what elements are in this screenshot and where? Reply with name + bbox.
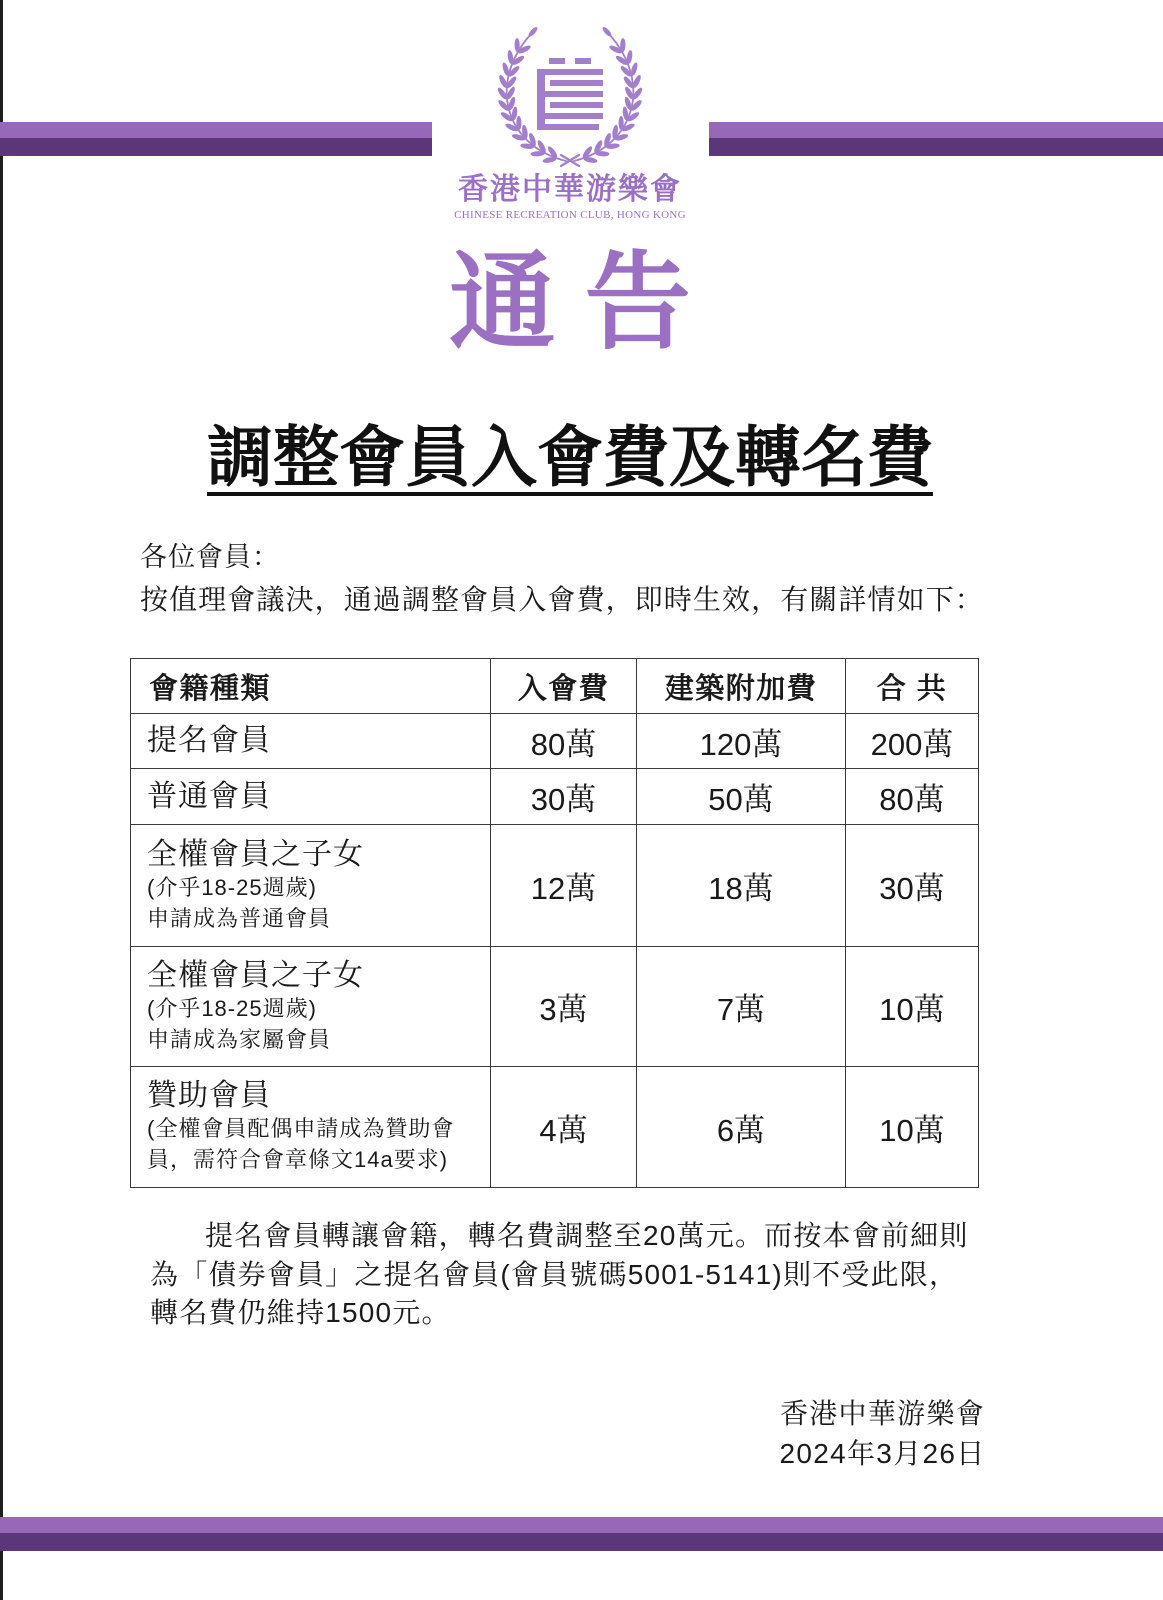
membership-category-note: (介乎18-25週歲) — [147, 995, 317, 1021]
emblem-symbol — [537, 58, 603, 130]
salutation: 各位會員： — [140, 542, 280, 572]
signature-date: 2024年3月26日 — [779, 1438, 986, 1469]
symbol-bar — [543, 124, 599, 130]
band-dark-stripe — [709, 138, 1163, 156]
header-building-surcharge: 建築附加費 — [637, 659, 846, 714]
top-right-band — [709, 122, 1163, 156]
membership-category: 提名會員 — [147, 724, 271, 757]
table-row — [131, 714, 979, 769]
notice-title: 調整會員入會費及轉名費 — [207, 420, 933, 494]
organization-name-english: CHINESE RECREATION CLUB, HONG KONG — [454, 209, 686, 221]
transfer-note-line: 為「債券會員」之提名會員(會員號碼5001-5141)則不受此限， — [150, 1258, 959, 1290]
laurel-stem — [574, 34, 633, 161]
signature-organization: 香港中華游樂會 — [779, 1398, 986, 1429]
symbol-bar — [575, 58, 591, 64]
transfer-fee-note — [150, 1217, 1010, 1333]
laurel-stem — [507, 34, 566, 161]
membership-category-note: 員，需符合會章條文14a要求) — [147, 1147, 449, 1172]
laurel-leaf — [527, 26, 539, 38]
intro-text: 按值理會議決，通過調整會員入會費，即時生效，有關詳情如下： — [140, 584, 984, 615]
symbol-bar — [550, 102, 603, 108]
laurel-leaf — [514, 38, 519, 52]
signature-block — [760, 1394, 1005, 1474]
membership-category-note: (介乎18-25週歲) — [147, 874, 317, 900]
entrance-fee-cell: 30萬 — [491, 769, 637, 825]
membership-category-cell — [131, 947, 491, 1067]
bottom-band — [0, 1517, 1163, 1551]
building-surcharge-cell: 120萬 — [637, 714, 846, 769]
symbol-bar — [537, 69, 545, 130]
header-membership-category: 會籍種類 — [131, 659, 491, 714]
title-container — [100, 420, 1040, 496]
total-cell: 80萬 — [846, 769, 979, 825]
band-light-stripe — [709, 122, 1163, 138]
top-left-band — [0, 122, 432, 156]
laurel-leaf — [620, 38, 625, 52]
laurel-leaf — [601, 26, 613, 38]
total-cell: 10萬 — [846, 947, 979, 1067]
transfer-note-line: 轉名費仍維持1500元。 — [150, 1297, 451, 1328]
membership-category: 全權會員之子女 — [147, 837, 364, 871]
page-left-edge — [0, 0, 3, 1600]
membership-category-cell — [131, 825, 491, 947]
symbol-bar — [550, 80, 603, 86]
membership-category: 贊助會員 — [147, 1079, 271, 1112]
band-light-stripe — [0, 122, 432, 138]
table-row — [131, 825, 979, 947]
membership-category-cell — [131, 714, 491, 769]
fee-table-head — [131, 659, 979, 714]
header-total: 合 共 — [846, 659, 979, 714]
entrance-fee-cell: 12萬 — [491, 825, 637, 947]
building-surcharge-cell: 50萬 — [637, 769, 846, 825]
laurel-wreath-emblem-icon — [495, 28, 645, 168]
table-row — [131, 1067, 979, 1188]
total-cell: 10萬 — [846, 1067, 979, 1188]
symbol-bar — [537, 113, 603, 119]
total-cell: 30萬 — [846, 825, 979, 947]
notice-heading: 通 告 — [449, 244, 691, 362]
header-entrance-fee: 入會費 — [491, 659, 637, 714]
membership-category-cell — [131, 1067, 491, 1188]
fee-table — [130, 658, 979, 1188]
table-row — [131, 769, 979, 825]
fee-table-body — [131, 714, 979, 1188]
membership-category: 全權會員之子女 — [147, 958, 364, 992]
symbol-bar — [549, 58, 565, 64]
building-surcharge-cell: 18萬 — [637, 825, 846, 947]
symbol-bar — [545, 91, 603, 97]
organization-name-chinese: 香港中華游樂會 — [458, 173, 682, 206]
table-row — [131, 947, 979, 1067]
total-cell: 200萬 — [846, 714, 979, 769]
membership-category-note: 申請成為普通會員 — [147, 905, 332, 931]
band-dark-stripe — [0, 1533, 1163, 1551]
membership-category-note: 申請成為家屬會員 — [147, 1026, 332, 1052]
entrance-fee-cell: 4萬 — [491, 1067, 637, 1188]
transfer-note-line: 提名會員轉讓會籍，轉名費調整至20萬元。而按本會前細則 — [205, 1220, 969, 1251]
band-light-stripe — [0, 1517, 1163, 1533]
membership-category-note: (全權會員配偶申請成為贊助會 — [147, 1116, 455, 1141]
membership-category: 普通會員 — [147, 779, 271, 813]
table-header-row — [131, 659, 979, 714]
membership-category-cell — [131, 769, 491, 825]
building-surcharge-cell: 6萬 — [637, 1067, 846, 1188]
band-dark-stripe — [0, 138, 432, 156]
building-surcharge-cell: 7萬 — [637, 947, 846, 1067]
entrance-fee-cell: 80萬 — [491, 714, 637, 769]
symbol-bar — [537, 69, 603, 75]
entrance-fee-cell: 3萬 — [491, 947, 637, 1067]
